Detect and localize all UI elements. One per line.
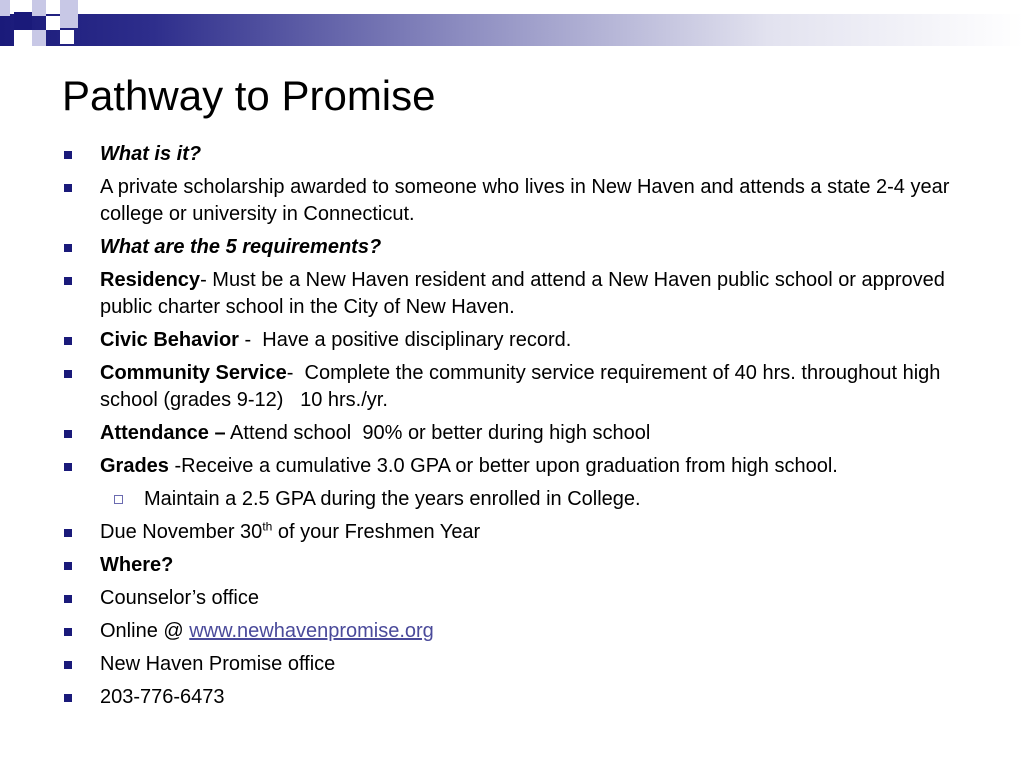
bullet-item-community-service <box>62 360 972 414</box>
bullet-item-civic-behavior <box>62 327 972 354</box>
bullet-item-grades <box>62 453 972 480</box>
bullet-text: - Complete the community service requirement of 40 hrs. throughout high school (grades 9-12) 10 hrs./yr. <box>100 362 946 411</box>
decor-square <box>14 30 32 46</box>
bullet-label: Grades <box>100 455 169 477</box>
square-bullet-icon <box>64 184 72 192</box>
bullet-text: - Must be a New Haven resident and attend a New Haven public school or approved public charter school in the City of New Haven. <box>100 269 945 318</box>
bullet-item-promise-office <box>62 651 972 678</box>
hollow-square-bullet-icon <box>114 495 123 504</box>
bullet-item-requirements-heading <box>62 234 972 261</box>
bullet-label: Community Service <box>100 362 287 384</box>
bullet-text: What is it? <box>100 143 202 165</box>
bullet-item-what-is-it <box>62 141 972 168</box>
decor-square <box>46 16 60 30</box>
square-bullet-icon <box>64 529 72 537</box>
bullet-item-residency <box>62 267 972 321</box>
bullet-text: New Haven Promise office <box>100 653 336 675</box>
bullet-text: A private scholarship awarded to someone who lives in New Haven and attends a state 2-4 year college or university in Connecticut. <box>100 176 950 225</box>
square-bullet-icon <box>64 463 72 471</box>
bullet-text: What are the 5 requirements? <box>100 236 382 258</box>
bullet-text: of your Freshmen Year <box>272 521 481 543</box>
decor-square <box>60 30 74 44</box>
square-bullet-icon <box>64 694 72 702</box>
website-link[interactable]: www.newhavenpromise.org <box>189 620 434 642</box>
bullet-text: - Have a positive disciplinary record. <box>238 329 572 351</box>
square-bullet-icon <box>64 628 72 636</box>
square-bullet-icon <box>64 277 72 285</box>
square-bullet-icon <box>64 244 72 252</box>
bullet-label: Civic Behavior <box>100 329 239 351</box>
bullet-text: Where? <box>100 554 174 576</box>
bullet-item-counselor-office <box>62 585 972 612</box>
square-bullet-icon <box>64 430 72 438</box>
bullet-item-where <box>62 552 972 579</box>
bullet-item-online <box>62 618 972 645</box>
ordinal-suffix: th <box>262 519 273 534</box>
bullet-text: Attend school 90% or better during high school <box>225 422 651 444</box>
slide-title: Pathway to Promise <box>62 72 436 119</box>
bullet-list <box>62 141 972 717</box>
header-gradient-band <box>0 14 1024 46</box>
bullet-item-description <box>62 174 972 228</box>
bullet-label: Attendance – <box>100 422 226 444</box>
bullet-item-phone <box>62 684 972 711</box>
bullet-item-attendance <box>62 420 972 447</box>
square-bullet-icon <box>64 370 72 378</box>
sub-bullet-item-college-gpa <box>62 486 972 513</box>
square-bullet-icon <box>64 562 72 570</box>
bullet-text: Counselor’s office <box>100 587 259 609</box>
bullet-text: -Receive a cumulative 3.0 GPA or better upon graduation from high school. <box>168 455 838 477</box>
bullet-text: Maintain a 2.5 GPA during the years enrolled in College. <box>144 488 641 510</box>
square-bullet-icon <box>64 595 72 603</box>
decor-square <box>60 0 78 28</box>
square-bullet-icon <box>64 151 72 159</box>
bullet-text: 203-776-6473 <box>100 686 225 708</box>
square-bullet-icon <box>64 337 72 345</box>
decor-square <box>32 0 46 16</box>
bullet-text: Due November 30 <box>100 521 263 543</box>
square-bullet-icon <box>64 661 72 669</box>
bullet-item-due-date <box>62 519 972 546</box>
bullet-text: Online @ <box>100 620 190 642</box>
decor-square <box>32 30 46 46</box>
decor-square <box>0 0 10 16</box>
bullet-label: Residency <box>100 269 201 291</box>
decor-square <box>14 12 32 30</box>
